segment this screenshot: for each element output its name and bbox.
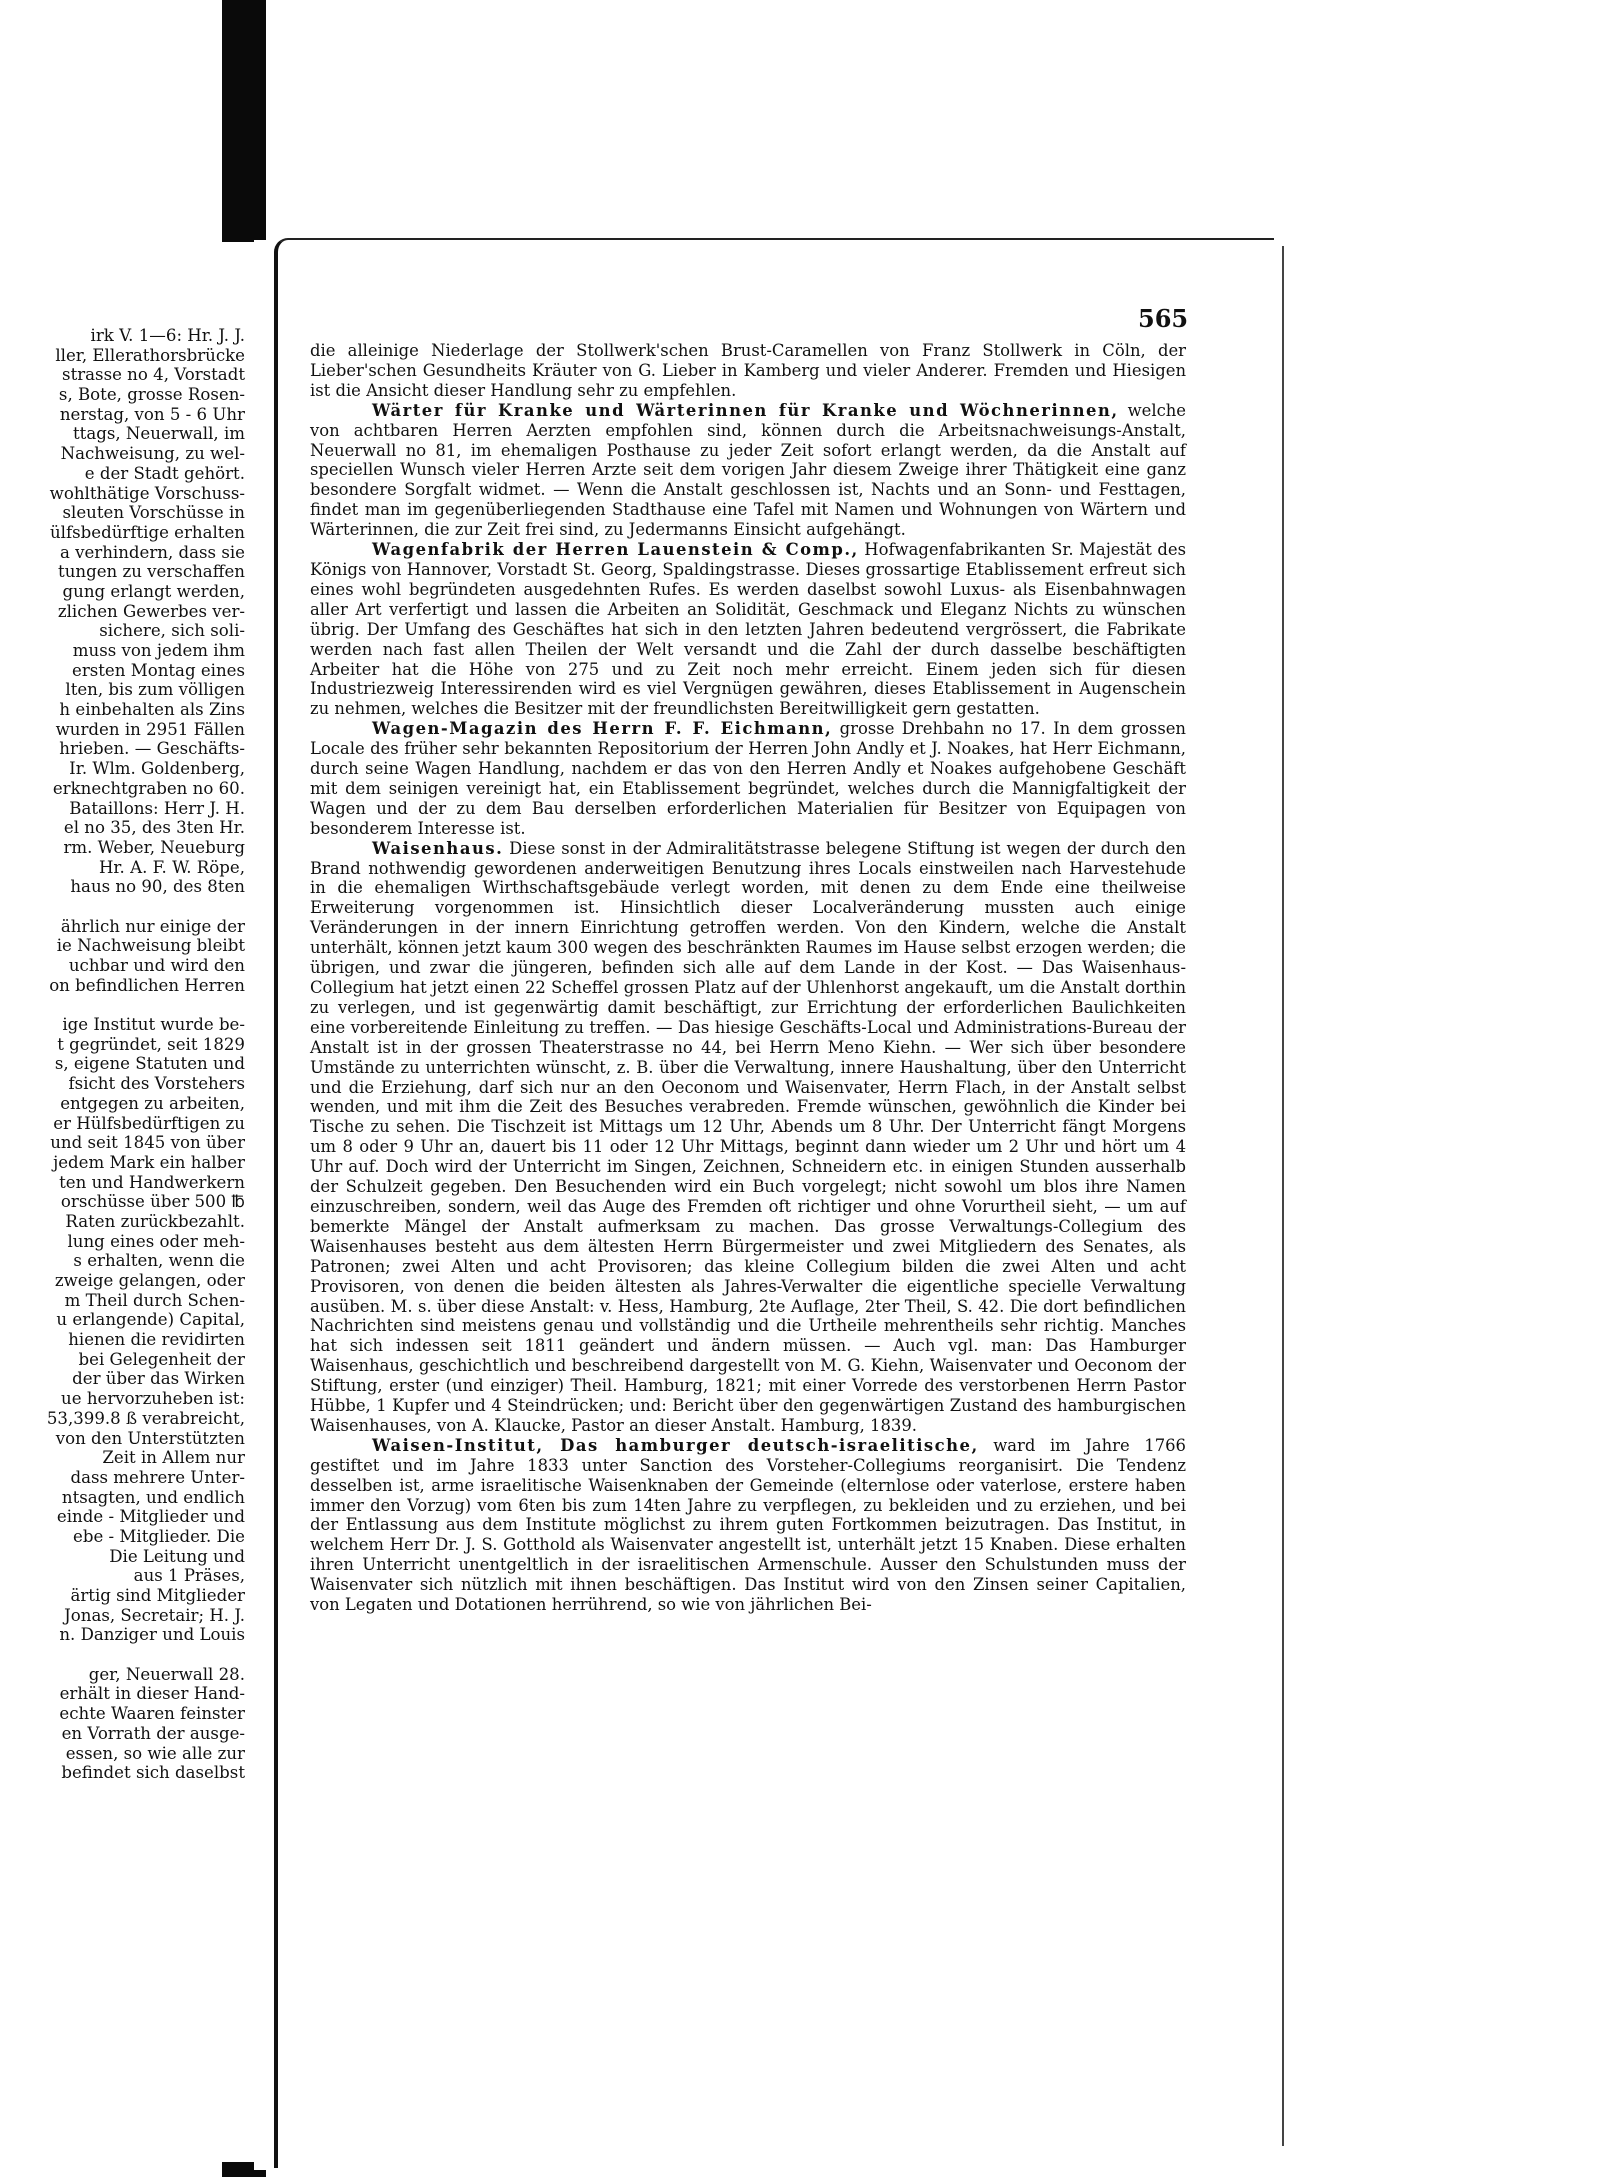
left-page-line: m Theil durch Schen-	[64, 1290, 245, 1310]
left-page-line: wohlthätige Vorschuss-	[49, 483, 245, 503]
left-page-line	[0, 897, 245, 917]
page-number: 565	[1138, 304, 1189, 333]
left-page-line: fsicht des Vorstehers	[68, 1074, 245, 1094]
left-page-line: Raten zurückbezahlt.	[65, 1211, 245, 1231]
left-page-line: dass mehrere Unter-	[70, 1467, 245, 1487]
left-page-line: ntsagten, und endlich	[61, 1487, 245, 1507]
book-gutter	[254, 240, 274, 2170]
left-page-line: hrieben. — Geschäfts-	[59, 739, 245, 759]
entry-text: Diese sonst in der Admiralitätstrasse belegene Stiftung ist wegen der durch den Brand nothwendig gewordenen anderweitigen Benutzung ihres Locals einstweilen nach Harvestehude in die ehemaligen Wirthschaftsgebäude verlegt worden, mit denen zu dem Ende eine theilweise Erweiterung vorgenommen ist. Hinsichtlich dieser Localveränderung mussten auch einige Veränderungen in der innern Einrichtung getroffen werden. Von den Kindern, welche die Anstalt unterhält, können jetzt kaum 300 wegen des beschränkten Raumes im Hause selbst erzogen werden; die übrigen, und zwar die jüngeren, befinden sich alle auf dem Lande in der Kost. — Das Waisenhaus-Collegium hat jetzt einen 22 Scheffel grossen Platz auf der Uhlenhorst angekauft, um die Anstalt dorthin zu verlegen, und ist gegenwärtig damit beschäftigt, zur Errichtung der erforderlichen Baulichkeiten eine vorbereitende Einleitung zu treffen. — Das hiesige Geschäfts-Local und Administrations-Bureau der Anstalt ist in der grossen Theaterstrasse no 44, bei Herrn Meno Kiehn. — Wer sich über besondere Umstände zu unterrichten wünscht, z. B. über die Verwaltung, innere Haushaltung, über den Unterricht und die Erziehung, darf sich nur an den Oeconom und Waisenvater, Herrn Flach, in der Anstalt selbst wenden, und mit ihm die Zeit des Besuches verabreden. Fremde wünschen, gewöhnlich die Kinder bei Tische zu sehen. Die Tischzeit ist Mittags um 12 Uhr, Abends um 8 Uhr. Der Unterricht fängt Morgens um 8 oder 9 Uhr an, dauert bis 11 oder 12 Uhr Mittags, beginnt dann wieder um 2 Uhr und hört um 4 Uhr auf. Doch wird der Unterricht im Singen, Zeichnen, Schneidern etc. in einigen Stunden ausserhalb der Schulzeit gegeben. Den Besuchenden wird ein Buch vorgelegt; nicht sowohl um blos ihre Namen einzuschreiben, sondern, weil das Auge des Fremden oft richtiger und ohne Vorurtheil sieht, — um auf bemerkte Mängel der Anstalt aufmerksam zu machen. Das grosse Verwaltungs-Collegium des Waisenhauses besteht aus dem ältesten Herrn Bürgermeister und zwei Mitgliedern des Senates, als Patronen; zwei Alten und acht Provisoren; das kleine Collegium bilden die zwei Alten und acht Provisoren, von denen die beiden ältesten als Jahres-Verwalter die eigentliche specielle Verwaltung ausüben. M. s. über diese Anstalt: v. Hess, Hamburg, 2te Auflage, 2ter Theil, S. 42. Die dort befindlichen Nachrichten sind meistens genau und vollständig und die Urtheile mehrentheils sehr richtig. Manches hat sich indessen seit 1811 geändert und ändern müssen. — Auch vgl. man: Das Hamburger Waisenhaus, geschichtlich und beschreibend dargestellt von M. G. Kiehn, Waisenvater und Oeconom der Stiftung, erster (und einziger) Theil. Hamburg, 1821; mit einer Vorrede des verstorbenen Herrn Pastor Hübbe, 1 Kupfer und 4 Steindrücken; und: Bericht über den gegenwärtigen Zustand des hamburgischen Waisenhauses, von A. Klaucke, Pastor an dieser Anstalt. Hamburg, 1839.	[310, 838, 1186, 1435]
left-page-line: lung eines oder meh-	[67, 1231, 245, 1251]
entry-text: welche von achtbaren Herren Aerzten empfohlen sind, können durch die Arbeitsnachweisungs-Anstalt, Neuerwall no 81, im ehemaligen Posthause zu jeder Zeit sofort erlangt werden, da die Anstalt auf speciellen Wunsch vieler Herren Arzte seit dem vorigen Jahr diesem Zweige ihrer Thätigkeit eine ganz besondere Sorgfalt widmet. — Wenn die Anstalt geschlossen ist, Nachts und an Sonn- und Festtagen, findet man im gegenüberliegenden Stadthause eine Tafel mit Namen und Wohnungen von Wärtern und Wärterinnen, die zur Zeit frei sind, zu Jedermanns Einsicht aufgehängt.	[310, 400, 1186, 540]
entry-heading: Waisenhaus.	[372, 838, 504, 858]
entry-text: Hofwagenfabrikanten Sr. Majestät des Königs von Hannover, Vorstadt St. Georg, Spaldingstrasse. Dieses grossartige Etablissement erfreut sich eines wohl begründeten ausgedehnten Rufes. Es werden daselbst sowohl Luxus- als Eisenbahnwagen aller Art verfertigt und lassen die Arbeiten an Solidität, Geschmack und Eleganz Nichts zu wünschen übrig. Der Umfang des Geschäftes hat sich in den letzten Jahren bedeutend vergrössert, die Fabrikate werden nach fast allen Theilen der Welt versandt und die Zahl der durch dasselbe beschäftigten Arbeiter hat die Höhe von 275 und zu Zeit noch mehr erreicht. Einem jeden sich für diesen Industriezweig Interessirenden wird es viel Vergnügen gewähren, dieses Etablissement in Augenschein zu nehmen, welches die Besitzer mit der freundlichsten Bereitwilligkeit gern gestatten.	[310, 540, 1186, 719]
left-page-line: s, Bote, grosse Rosen-	[58, 385, 245, 405]
left-page-line: ebe - Mitglieder. Die	[73, 1526, 245, 1546]
left-page-line: tungen zu verschaffen	[58, 562, 245, 582]
left-page-line: orschüsse über 500 ℔	[60, 1192, 245, 1212]
left-page-line: h einbehalten als Zins	[59, 700, 245, 720]
left-page-line: zlichen Gewerbes ver-	[57, 601, 245, 621]
entry-paragraph	[310, 401, 1186, 540]
left-page-line: erknechtgraben no 60.	[52, 778, 245, 798]
entry-heading: Wagenfabrik der Herren Lauenstein & Comp.,	[372, 540, 859, 560]
left-page-line: ten und Handwerkern	[59, 1172, 245, 1192]
left-page-line: 53,399.8 ß verabreicht,	[46, 1408, 245, 1428]
left-page-line: s, eigene Statuten und	[54, 1054, 245, 1074]
entry-heading: Wagen-Magazin des Herrn F. F. Eichmann,	[372, 719, 833, 739]
left-page-line: ülfsbedürftige erhalten	[50, 522, 245, 542]
left-page-line: befindet sich daselbst	[61, 1763, 245, 1783]
left-page	[0, 242, 258, 2162]
entry-heading: Wärter für Kranke und Wärterinnen für Kranke und Wöchnerinnen,	[372, 400, 1119, 420]
left-page-line: erhält in dieser Hand-	[59, 1684, 245, 1704]
left-page-line: ie Nachweisung bleibt	[56, 936, 245, 956]
left-page-line: haus no 90, des 8ten	[70, 877, 245, 897]
left-page-line: ärtig sind Mitglieder	[70, 1586, 245, 1605]
left-page-line: Ir. Wlm. Goldenberg,	[69, 759, 245, 779]
left-page-line: ttags, Neuerwall, im	[73, 424, 245, 444]
left-page-line: a verhindern, dass sie	[59, 542, 245, 562]
left-page-line: ger, Neuerwall 28.	[88, 1664, 245, 1684]
left-page-line: bei Gelegenheit der	[78, 1349, 245, 1369]
left-page-line: hienen die revidirten	[68, 1330, 245, 1350]
left-page-line: nerstag, von 5 - 6 Uhr	[59, 404, 245, 424]
left-page-line: Bataillons: Herr J. H.	[69, 798, 245, 818]
left-page-column	[0, 326, 245, 1783]
left-page-line: Hr. A. F. W. Röpe,	[98, 857, 245, 877]
entry-text: die alleinige Niederlage der Stollwerk'schen Brust-Caramellen von Franz Stollwerk in Cöln, der Lieber'schen Gesundheits Kräuter von G. Lieber in Kamberg und vieler Anderer. Fremden und Hiesigen ist die Ansicht dieser Handlung sehr zu empfehlen.	[310, 341, 1186, 400]
left-page-line: sleuten Vorschüsse in	[62, 503, 245, 523]
left-page-line: ersten Montag eines	[72, 660, 245, 680]
left-page-line: wurden in 2951 Fällen	[55, 719, 245, 739]
left-page-line: s erhalten, wenn die	[73, 1251, 245, 1271]
left-page-line: n. Danziger und Louis	[59, 1625, 245, 1645]
entry-heading: Waisen-Institut, Das hamburger deutsch-israelitische,	[372, 1435, 979, 1455]
left-page-line: echte Waaren feinster	[59, 1704, 245, 1724]
left-page-line: ller, Ellerathorsbrücke	[55, 345, 245, 365]
page-body-text	[310, 341, 1186, 1615]
left-page-line: u erlangende) Capital,	[56, 1310, 245, 1330]
left-page-line: rm. Weber, Neueburg	[63, 837, 245, 857]
entry-text: ward im Jahre 1766 gestiftet und im Jahre 1833 unter Sanction des Vorsteher-Collegiums reorganisirt. Die Tendenz desselben ist, arme israelitische Waisenknaben der Gemeinde (elternlose oder vaterlose, erstere haben immer den Vorzug) vom 6ten bis zum 14ten Jahre zu verpflegen, zu bekleiden und zu erziehen, und bei der Entlassung aus dem Institute möglichst zu ihrem guten Fortkommen beizutragen. Das Institut, in welchem Herr Dr. J. S. Gotthold als Waisenvater angestellt ist, unterhält jetzt 15 Knaben. Diese erhalten ihren Unterricht unentgeltlich in der israelitischen Armenschule. Ausser den Schulstunden muss der Waisenvater sich nützlich mit ihnen beschäftigen. Das Institut wird von den Zinsen seiner Capitalien, von Legaten und Dotationen herrührend, so wie von jährlichen Bei-	[310, 1435, 1186, 1615]
left-page-line: er Hülfsbedürftigen zu	[53, 1113, 245, 1133]
entry-paragraph	[310, 540, 1186, 719]
entry-text: grosse Drehbahn no 17. In dem grossen Locale des früher sehr bekannten Repositorium der Herren John Andly et J. Noakes, hat Herr Eichmann, durch seine Wagen Handlung, nachdem er das von den Herren Andly et Noakes aufgehobene Geschäft mit dem seinigen vereinigt hat, ein Etablissement begründet, welches durch die Mannigfaltigkeit der Wagen und der zu dem Bau derselben erforderlichen Materialien für Besitzer von Equipagen von besonderem Interesse ist.	[310, 719, 1186, 838]
left-page-line: t gegründet, seit 1829	[57, 1034, 245, 1054]
left-page-line: lten, bis zum völligen	[65, 680, 245, 700]
left-page-line: muss von jedem ihm	[72, 641, 245, 660]
entry-paragraph	[310, 341, 1186, 401]
left-page-line: Nachweisung, zu wel-	[60, 444, 245, 464]
entry-paragraph	[310, 719, 1186, 838]
left-page-line: der über das Wirken	[72, 1369, 245, 1389]
left-page-line: einde - Mitglieder und	[56, 1507, 245, 1527]
left-page-line: gung erlangt werden,	[62, 581, 245, 601]
left-page-line: e der Stadt gehört.	[84, 463, 245, 483]
left-page-line: ige Institut wurde be-	[62, 1015, 245, 1035]
left-page-line: uchbar und wird den	[68, 956, 245, 975]
left-page-line	[0, 1645, 245, 1665]
left-page-line: jedem Mark ein halber	[53, 1152, 245, 1172]
left-page-line: und seit 1845 von über	[50, 1133, 245, 1153]
left-page-line: irk V. 1—6: Hr. J. J.	[90, 326, 245, 345]
left-page-line	[0, 995, 245, 1015]
entry-paragraph	[310, 1436, 1186, 1615]
left-page-line: entgegen zu arbeiten,	[60, 1093, 245, 1113]
left-page-line: essen, so wie alle zur	[65, 1743, 245, 1763]
left-page-line: en Vorrath der ausge-	[61, 1723, 245, 1743]
left-page-line: aus 1 Präses,	[133, 1566, 245, 1586]
left-page-line: ue hervorzuheben ist:	[61, 1389, 245, 1409]
left-page-line: el no 35, des 3ten Hr.	[63, 818, 245, 838]
left-page-line: zweige gelangen, oder	[54, 1271, 245, 1290]
left-page-line: sichere, sich soli-	[99, 621, 245, 641]
left-page-line: ährlich nur einige der	[60, 916, 245, 936]
left-page-line: on befindlichen Herren	[49, 975, 245, 995]
left-page-line: Jonas, Secretair; H. J.	[64, 1605, 245, 1625]
left-page-line: Zeit in Allem nur	[102, 1448, 245, 1468]
left-page-line: strasse no 4, Vorstadt	[62, 365, 245, 385]
left-page-line: Die Leitung und	[109, 1546, 245, 1566]
entry-paragraph	[310, 839, 1186, 1436]
left-page-line: von den Unterstützten	[55, 1428, 245, 1448]
